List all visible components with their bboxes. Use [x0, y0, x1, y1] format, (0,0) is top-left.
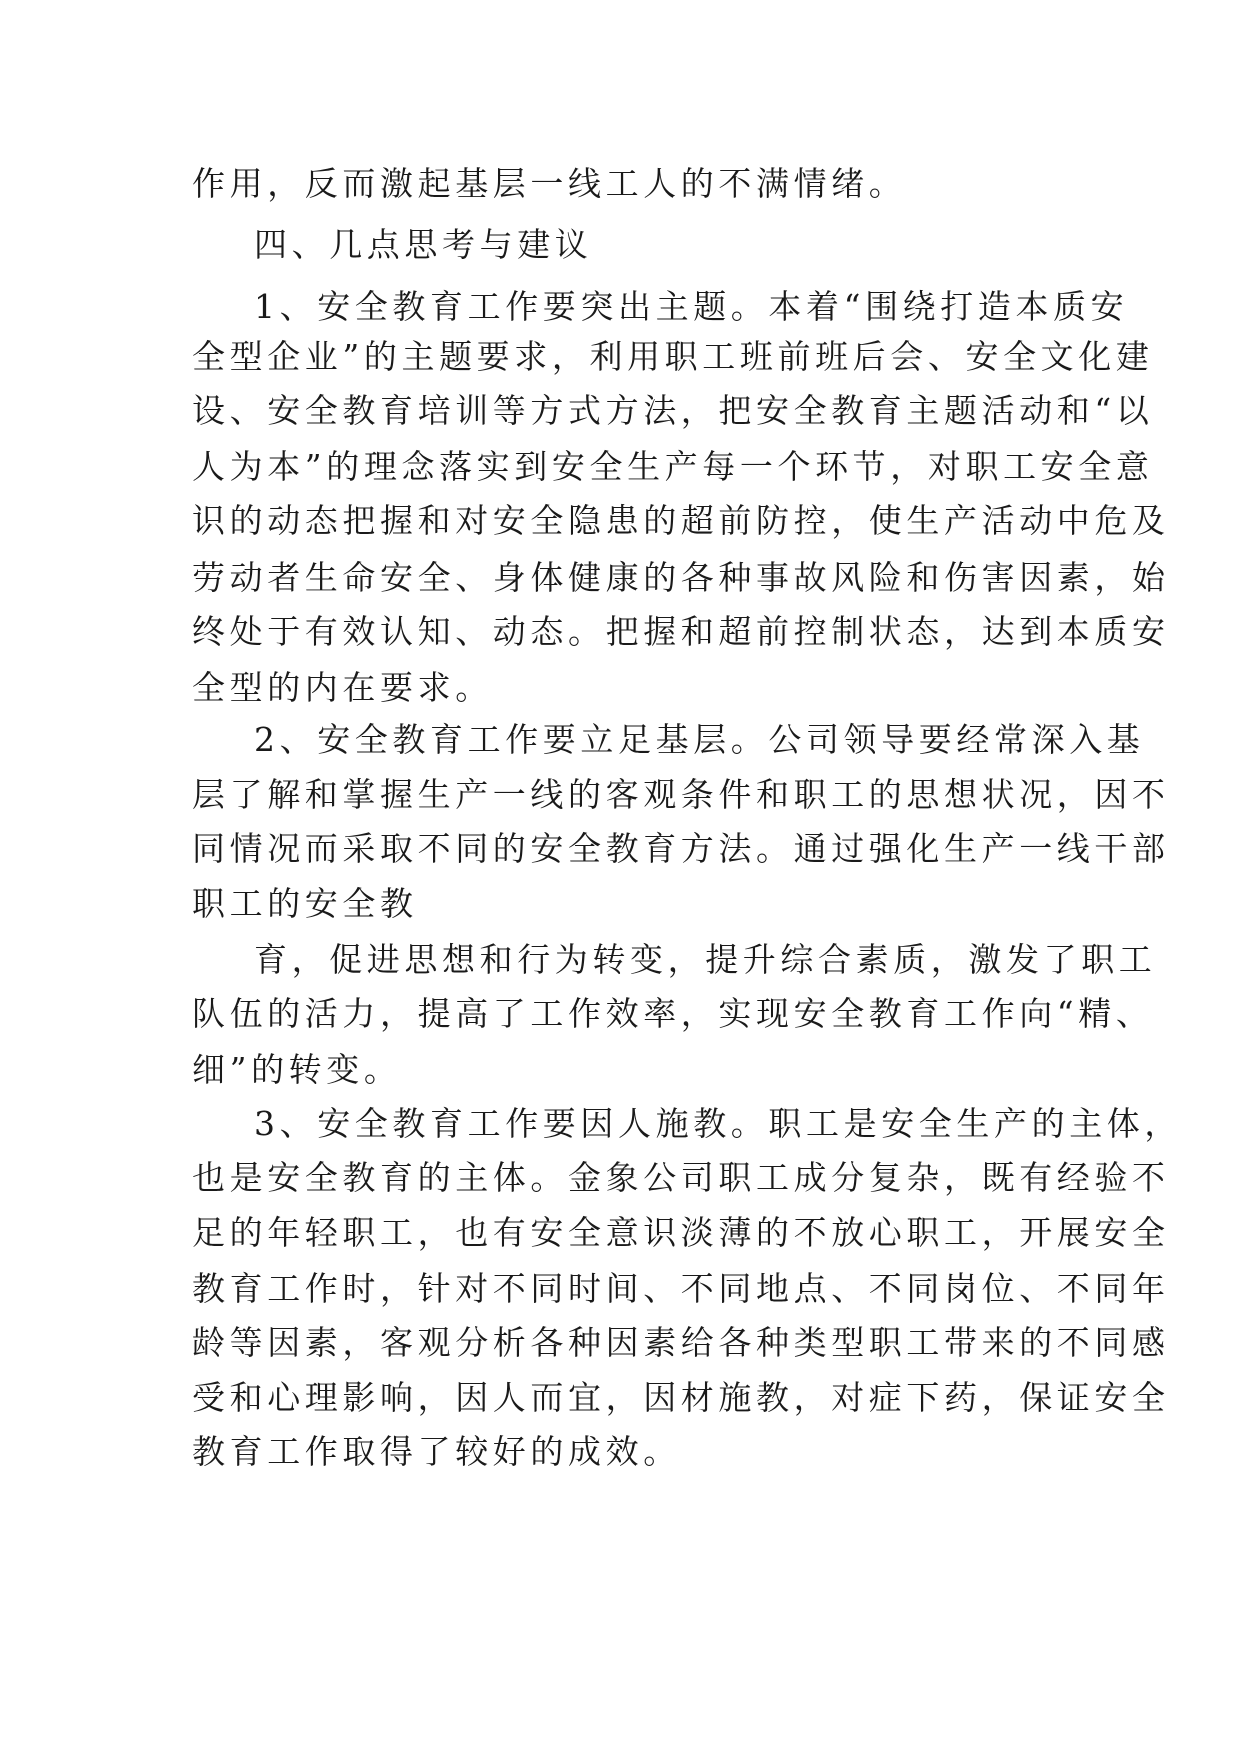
text-line: 细”的转变。: [192, 1050, 402, 1089]
text-line: 全型企业”的主题要求，利用职工班前班后会、安全文化建: [192, 337, 1154, 376]
text-line: 1、安全教育工作要突出主题。本着“围绕打造本质安: [254, 287, 1129, 326]
text-line: 受和心理影响，因人而宜，因材施教，对症下药，保证安全: [192, 1378, 1170, 1417]
text-line: 人为本”的理念落实到安全生产每一个环节，对职工安全意: [192, 447, 1154, 486]
text-line: 识的动态把握和对安全隐患的超前防控，使生产活动中危及: [192, 501, 1170, 540]
text-line: 设、安全教育培训等方式方法，把安全教育主题活动和“以: [192, 391, 1154, 430]
text-line: 足的年轻职工，也有安全意识淡薄的不放心职工，开展安全: [192, 1213, 1170, 1252]
text-line: 教育工作时，针对不同时间、不同地点、不同岗位、不同年: [192, 1269, 1170, 1308]
text-line: 全型的内在要求。: [192, 668, 493, 707]
text-line: 龄等因素，客观分析各种因素给各种类型职工带来的不同感: [192, 1323, 1170, 1362]
text-line: 终处于有效认知、动态。把握和超前控制状态，达到本质安: [192, 612, 1170, 651]
text-line: 同情况而采取不同的安全教育方法。通过强化生产一线干部: [192, 829, 1170, 868]
text-line: 3、安全教育工作要因人施教。职工是安全生产的主体，: [254, 1104, 1182, 1143]
text-line: 也是安全教育的主体。金象公司职工成分复杂，既有经验不: [192, 1158, 1170, 1197]
text-line: 2、安全教育工作要立足基层。公司领导要经常深入基: [254, 720, 1145, 759]
text-line: 作用，反而激起基层一线工人的不满情绪。: [192, 164, 907, 203]
text-line: 劳动者生命安全、身体健康的各种事故风险和伤害因素，始: [192, 558, 1170, 597]
text-line: 队伍的活力，提高了工作效率，实现安全教育工作向“精、: [192, 994, 1154, 1033]
section-heading: 四、几点思考与建议: [254, 225, 593, 264]
text-line: 育，促进思想和行为转变，提升综合素质，激发了职工: [254, 940, 1157, 979]
text-line: 层了解和掌握生产一线的客观条件和职工的思想状况，因不: [192, 775, 1170, 814]
text-line: 职工的安全教: [192, 884, 418, 923]
text-line: 教育工作取得了较好的成效。: [192, 1432, 681, 1471]
